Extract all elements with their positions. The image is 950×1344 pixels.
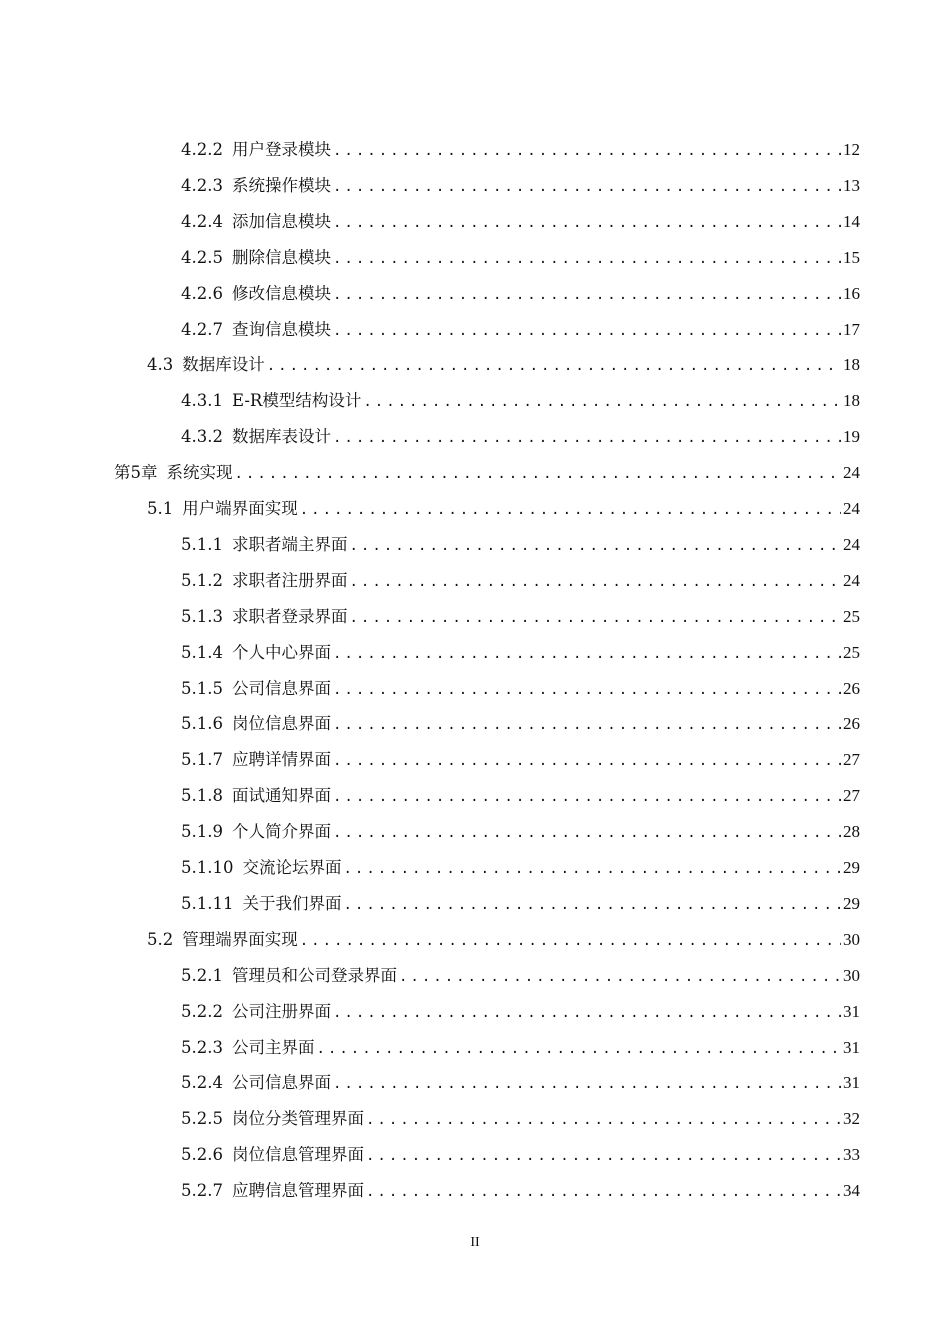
toc-entry-number: 5.2.3 (181, 1037, 223, 1057)
toc-dot-leader (333, 714, 841, 735)
toc-entry-page: 31 (843, 1037, 860, 1057)
toc-entry-title: 用户端界面实现 (182, 499, 298, 518)
toc-dot-leader (333, 320, 841, 341)
toc-entry[interactable] (181, 713, 860, 735)
toc-dot-leader (333, 248, 841, 269)
toc-entry[interactable] (181, 319, 860, 341)
toc-dot-leader (333, 1002, 841, 1023)
toc-entry-page: 30 (843, 965, 860, 985)
toc-entry-page: 27 (843, 786, 860, 806)
toc-entry-page: 12 (843, 140, 860, 159)
toc-entry[interactable] (181, 678, 860, 700)
toc-entry[interactable] (181, 857, 860, 879)
toc-entry-title: 交流论坛界面 (242, 858, 342, 877)
toc-entry-page: 25 (843, 642, 860, 662)
toc-entry-page: 16 (843, 283, 860, 303)
toc-entry-number: 5.1.1 (181, 534, 223, 554)
toc-entry[interactable] (181, 390, 860, 412)
toc-entry-page: 14 (843, 211, 860, 231)
toc-entry-number: 5.1.3 (181, 606, 223, 626)
toc-entry-page: 33 (843, 1145, 860, 1165)
toc-entry-title: 数据库表设计 (231, 427, 331, 447)
toc-entry-page: 31 (843, 1073, 860, 1093)
toc-dot-leader (349, 607, 841, 628)
toc-entry-page: 15 (843, 247, 860, 267)
toc-entry[interactable] (181, 211, 860, 233)
toc-entry[interactable] (181, 247, 860, 269)
toc-dot-leader (349, 535, 841, 556)
toc-entry-number: 4.3.2 (181, 427, 223, 447)
toc-entry[interactable] (181, 642, 860, 664)
toc-dot-leader (300, 930, 841, 951)
toc-entry-title: 公司注册界面 (231, 1001, 331, 1021)
toc-entry-title: 岗位分类管理界面 (231, 1109, 364, 1129)
toc-entry[interactable] (147, 354, 860, 376)
toc-entry-title: 修改信息模块 (231, 283, 331, 303)
toc-dot-leader (333, 679, 841, 700)
toc-dot-leader (333, 284, 841, 305)
toc-dot-leader (333, 643, 841, 664)
toc-entry[interactable] (181, 606, 860, 628)
toc-entry-number: 5.2 (147, 929, 174, 949)
toc-entry-page: 27 (843, 750, 860, 770)
toc-entry[interactable] (181, 749, 860, 771)
toc-entry-title: E-R模型结构设计 (231, 391, 362, 411)
toc-entry-page: 18 (843, 355, 860, 375)
toc-entry-page: 13 (843, 175, 860, 195)
toc-entry-number: 5.1.2 (181, 570, 223, 590)
toc-entry-number: 4.2.2 (181, 140, 223, 159)
toc-entry-number: 5.2.2 (181, 1001, 223, 1021)
toc-entry-title: 岗位信息界面 (231, 714, 331, 734)
toc-entry-number: 5.2.5 (181, 1109, 223, 1129)
toc-entry[interactable] (114, 462, 860, 484)
toc-entry-title: 求职者注册界面 (231, 570, 348, 590)
toc-entry-title: 应聘信息管理界面 (231, 1181, 364, 1201)
toc-entry-title: 查询信息模块 (231, 319, 331, 339)
toc-entry-title: 添加信息模块 (231, 211, 331, 231)
toc-entry[interactable] (181, 1180, 860, 1202)
toc-entry[interactable] (181, 175, 860, 197)
toc-entry[interactable] (181, 1037, 860, 1059)
toc-entry-page: 24 (843, 463, 860, 483)
toc-dot-leader (316, 1038, 841, 1059)
toc-entry-page: 18 (843, 391, 860, 411)
toc-entry-title: 个人简介界面 (231, 822, 331, 842)
toc-dot-leader (300, 499, 841, 520)
toc-entry[interactable] (181, 139, 860, 161)
toc-dot-leader (333, 822, 841, 843)
toc-entry-page: 34 (843, 1181, 860, 1201)
toc-entry-number: 5.1.4 (181, 642, 223, 662)
toc-entry[interactable] (181, 570, 860, 592)
toc-entry[interactable] (181, 1144, 860, 1166)
toc-dot-leader (333, 786, 841, 807)
toc-entry-page: 24 (843, 534, 860, 554)
toc-entry-page: 29 (843, 893, 860, 913)
toc-entry[interactable] (181, 1108, 860, 1130)
toc-entry-title: 删除信息模块 (231, 247, 331, 267)
toc-entry-number: 5.1.7 (181, 750, 223, 770)
toc-dot-leader (333, 1073, 841, 1094)
toc-entry-number: 5.1.10 (181, 858, 234, 877)
toc-entry-page: 19 (843, 427, 860, 447)
toc-dot-leader (343, 894, 841, 915)
toc-entry-page: 17 (843, 319, 860, 339)
toc-dot-leader (333, 140, 841, 161)
toc-entry-number: 5.1.6 (181, 714, 223, 734)
toc-entry[interactable] (181, 965, 860, 987)
toc-entry[interactable] (181, 785, 860, 807)
toc-dot-leader (366, 1181, 841, 1202)
toc-dot-leader (333, 176, 841, 197)
toc-entry-title: 公司信息界面 (231, 1073, 331, 1093)
toc-entry-page: 29 (843, 858, 860, 877)
toc-entry-number: 5.1.9 (181, 822, 223, 842)
page-number-footer: II (470, 1235, 480, 1250)
toc-entry-title: 管理端界面实现 (182, 929, 298, 949)
toc-entry-number: 第5章 (114, 463, 158, 483)
toc-dot-leader (366, 1145, 841, 1166)
toc-entry[interactable] (181, 821, 860, 843)
toc-entry-page: 32 (843, 1109, 860, 1129)
toc-entry-title: 系统操作模块 (231, 175, 331, 195)
toc-entry-page: 30 (843, 929, 860, 949)
toc-entry-number: 5.1 (147, 499, 174, 518)
toc-entry[interactable] (181, 1072, 860, 1094)
toc-entry-title: 公司信息界面 (231, 678, 331, 698)
toc-entry-page: 28 (843, 822, 860, 842)
toc-entry-title: 关于我们界面 (242, 893, 342, 913)
toc-dot-leader (333, 750, 841, 771)
toc-entry-number: 4.2.4 (181, 211, 223, 231)
toc-entry-number: 5.1.8 (181, 786, 223, 806)
toc-entry-page: 24 (843, 570, 860, 590)
toc-entry-title: 公司主界面 (231, 1037, 315, 1057)
toc-entry[interactable] (147, 498, 860, 520)
toc-entry-page: 31 (843, 1001, 860, 1021)
toc-entry-number: 4.2.3 (181, 175, 223, 195)
toc-entry-number: 5.2.7 (181, 1181, 223, 1201)
toc-entry-title: 系统实现 (166, 463, 233, 483)
toc-entry-page: 26 (843, 678, 860, 698)
toc-dot-leader (363, 391, 841, 412)
toc-entry[interactable] (181, 1001, 860, 1023)
toc-dot-leader (349, 571, 841, 592)
toc-entry-number: 4.3.1 (181, 391, 223, 411)
toc-entry-number: 4.2.5 (181, 247, 223, 267)
toc-entry-title: 用户登录模块 (231, 140, 331, 159)
toc-entry-title: 个人中心界面 (231, 642, 331, 662)
toc-entry-number: 4.2.7 (181, 319, 223, 339)
toc-entry[interactable] (181, 534, 860, 556)
toc-entry-number: 5.2.1 (181, 965, 223, 985)
toc-dot-leader (267, 355, 841, 376)
toc-dot-leader (399, 966, 841, 987)
toc-entry-title: 管理员和公司登录界面 (231, 965, 397, 985)
toc-entry-page: 25 (843, 606, 860, 626)
toc-entry-number: 5.2.6 (181, 1145, 223, 1165)
toc-dot-leader (235, 463, 842, 484)
toc-entry-number: 5.2.4 (181, 1073, 223, 1093)
toc-entry[interactable] (181, 893, 860, 915)
toc-entry-number: 4.3 (147, 355, 174, 375)
toc-entry-title: 岗位信息管理界面 (231, 1145, 364, 1165)
toc-entry[interactable] (147, 929, 860, 951)
toc-entry-title: 应聘详情界面 (231, 750, 331, 770)
toc-entry[interactable] (181, 426, 860, 448)
toc-dot-leader (343, 858, 841, 879)
toc-entry-page: 26 (843, 714, 860, 734)
toc-entry-title: 求职者端主界面 (231, 534, 348, 554)
toc-entry[interactable] (181, 283, 860, 305)
toc-dot-leader (366, 1109, 841, 1130)
toc-entry-title: 面试通知界面 (231, 786, 331, 806)
toc-dot-leader (333, 427, 841, 448)
toc-entry-page: 24 (843, 499, 860, 518)
toc-dot-leader (333, 212, 841, 233)
toc-entry-number: 5.1.5 (181, 678, 223, 698)
toc-entry-number: 4.2.6 (181, 283, 223, 303)
toc-entry-title: 数据库设计 (182, 355, 265, 375)
toc-entry-title: 求职者登录界面 (231, 606, 348, 626)
toc-entry-number: 5.1.11 (181, 893, 234, 913)
